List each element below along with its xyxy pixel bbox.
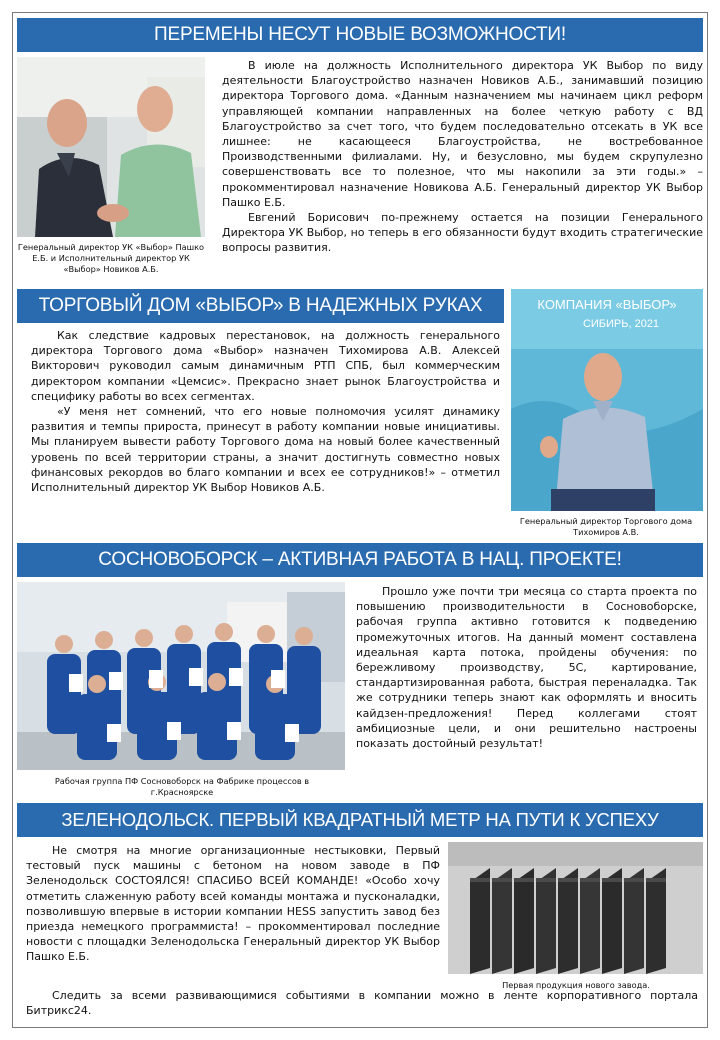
section2-title: ТОРГОВЫЙ ДОМ «ВЫБОР» В НАДЕЖНЫХ РУКАХ — [38, 295, 483, 316]
section2-paragraph-2: «У меня нет сомнений, что его новые полномочия усилят динамику развития и темпы прироста, принесут в работу компании новые инициативы. Мы планируем вывести работу Торгового дома на новый более качественный уровень по всей территории страны, а значит достигнуть совместно новых финансовых рекордов во благо компании и всех ее сотрудников!» – отметил Исполнительный директор УК Выбор Новиков А.Б. — [31, 405, 500, 495]
section3-title-banner — [17, 543, 703, 577]
section1-title-banner — [17, 18, 703, 52]
section4-footer-text — [26, 988, 698, 1018]
section3-paragraph-1: Прошло уже почти три месяца со старта проекта по повышению производительности в Сосновоборске, рабочая группа активно готовится к подведению промежуточных итогов. На данный момент составлена идеальная карта потока, пройдены обучения: по бережливому производству, 5С, картирование, стандартизированная работа, быстрая переналадка. Так же сотрудники теперь знают как оформлять и вносить кайдзен-предложения! Перед коллегами стоят амбициозные цели, и они решительно настроены показать достойный результат! — [356, 585, 697, 751]
section3-photo-caption: Рабочая группа ПФ Сосновоборск на Фабрике процессов в г.Красноярске — [54, 776, 310, 797]
section4-paragraph-1: Не смотря на многие организационные нестыковки, Первый тестовый пуск машины с бетоном на новом заводе в ПФ Зеленодольск СОСТОЯЛСЯ! СПАСИБО ВСЕЙ КОМАНДЕ! «Особо хочу отметить слаженную работу всей команды монтажа и пусконаладки, позволившую впервые в истории компании HESS запустить завод без приезда немецкого программиста! – прокомментировал последние новости с площадки Зеленодольска Генеральный директор УК Выбор Пашко Е.Б. — [26, 844, 440, 964]
section1-paragraph-1: В июле на должность Исполнительного директора УК Выбор по виду деятельности Благоустройство назначен Новиков А.Б., занимавший позицию директора Торгового дома. «Данным назначением мы начинаем цикл реформ управляющей компании направленных на более четкую работу с ВД Благоустройство за счет того, что будем последовательно отсекать в УК все лишнее: не касающееся Благоустройства, не востребованное Производственными филиалами. Ну, и безусловно, мы будем скрупулезно совершенствовать все то полезное, что мы накопили за эти годы.» – прокомментировал назначение Новикова А.Б. Генеральный директор УК Выбор Пашко Е.Б. — [222, 59, 703, 209]
section2-photo — [511, 289, 703, 511]
section3-text — [356, 584, 697, 751]
section4-text — [26, 843, 440, 965]
section2-paragraph-1: Как следствие кадровых перестановок, на должность генерального директора Торгового дома «Выбор» назначен Тихомирова А.В. Алексей Викторович руководил самым динамичным РТП СПБ, был коммерческим директором компании «Цемсис». Прекрасно знает рынок Благоустройства и специфику работы во всех сегментах. — [31, 329, 500, 403]
section1-title: ПЕРЕМЕНЫ НЕСУТ НОВЫЕ ВОЗМОЖНОСТИ! — [154, 24, 566, 45]
section4-photo — [448, 842, 703, 974]
section2-photo-sign-line1: КОМПАНИЯ «ВЫБОР» — [537, 297, 677, 312]
section1-photo-caption: Генеральный директор УК «Выбор» Пашко Е.Б. и Исполнительный директор УК «Выбор» Новиков А.Б. — [17, 242, 205, 274]
section4-photo-caption: Первая продукция нового завода. — [502, 980, 650, 990]
section1-paragraph-2: Евгений Борисович по-прежнему остается на позиции Генерального Директора УК Выбор, но теперь в его обязанности будут входить стратегические вопросы развития. — [222, 211, 703, 255]
section4-title: ЗЕЛЕНОДОЛЬСК. ПЕРВЫЙ КВАДРАТНЫЙ МЕТР НА ПУТИ К УСПЕХУ — [61, 809, 659, 830]
section2-text — [31, 328, 500, 495]
section1-text — [222, 58, 703, 256]
section3-title: СОСНОВОБОРСК – АКТИВНАЯ РАБОТА В НАЦ. ПРОЕКТЕ! — [98, 549, 622, 570]
section2-title-banner — [17, 289, 504, 323]
section4-title-banner — [17, 803, 703, 837]
section4-paragraph-2: Следить за всеми развивающимися событиями в компании можно в ленте корпоративного портала Битрикс24. — [26, 989, 698, 1018]
section2-photo-sign-line2: СИБИРЬ, 2021 — [582, 318, 660, 330]
section3-photo — [17, 582, 345, 770]
section2-photo-caption: Генеральный директор Торгового дома Тихомиров А.В. — [519, 516, 693, 537]
section1-photo — [17, 57, 205, 237]
